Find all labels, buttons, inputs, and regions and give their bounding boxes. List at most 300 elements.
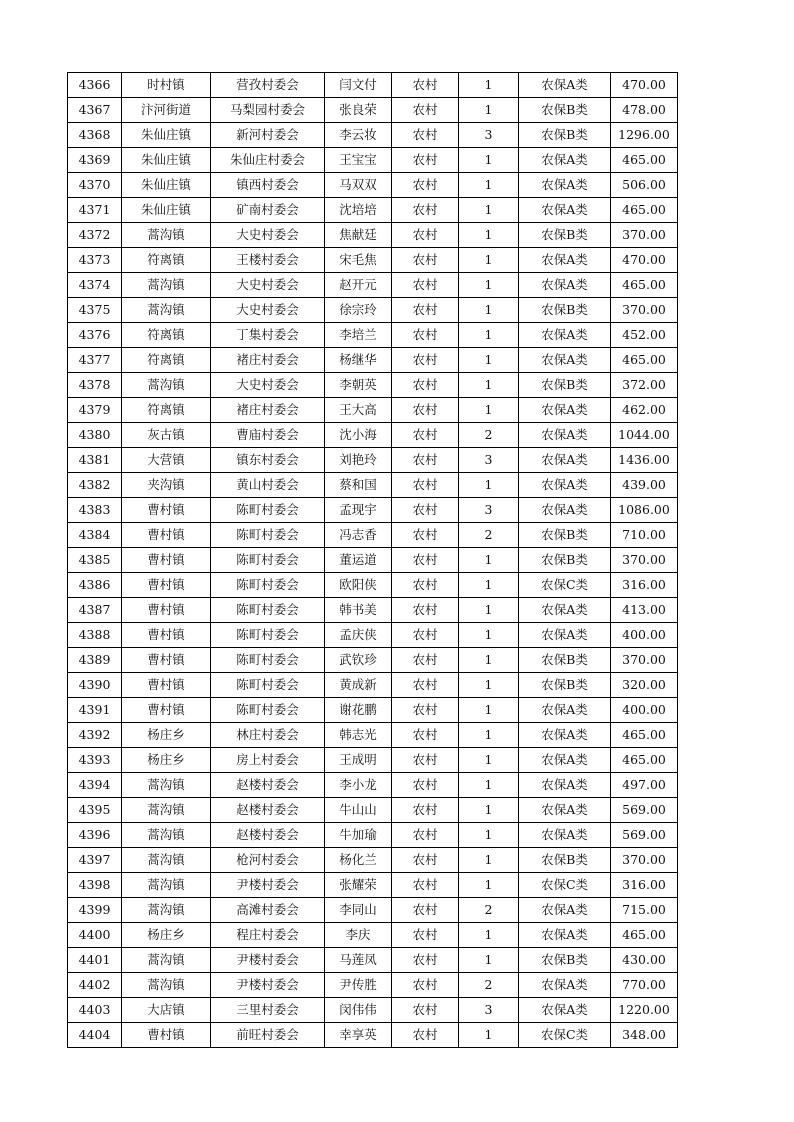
village-committee-cell: 黄山村委会 [211,473,325,498]
town-cell: 符离镇 [122,323,211,348]
town-cell: 蒿沟镇 [122,898,211,923]
record-id-cell: 4389 [68,648,122,673]
residence-type-cell: 农村 [392,498,459,523]
residence-type-cell: 农村 [392,998,459,1023]
town-cell: 杨庄乡 [122,748,211,773]
table-row [68,998,678,1023]
insurance-category-cell: 农保A类 [519,348,611,373]
amount-cell: 569.00 [611,823,678,848]
residence-type-cell: 农村 [392,923,459,948]
town-cell: 曹村镇 [122,573,211,598]
record-id-cell: 4375 [68,298,122,323]
town-cell: 蒿沟镇 [122,848,211,873]
town-cell: 大店镇 [122,998,211,1023]
record-id-cell: 4380 [68,423,122,448]
residence-type-cell: 农村 [392,373,459,398]
household-count-cell: 3 [459,998,519,1023]
amount-cell: 715.00 [611,898,678,923]
person-name-cell: 闫文付 [325,73,392,98]
record-id-cell: 4402 [68,973,122,998]
village-committee-cell: 陈町村委会 [211,523,325,548]
insurance-category-cell: 农保B类 [519,223,611,248]
insurance-category-cell: 农保A类 [519,973,611,998]
town-cell: 蒿沟镇 [122,273,211,298]
record-id-cell: 4404 [68,1023,122,1048]
table-row [68,523,678,548]
residence-type-cell: 农村 [392,873,459,898]
household-count-cell: 2 [459,523,519,548]
household-count-cell: 1 [459,98,519,123]
residence-type-cell: 农村 [392,173,459,198]
record-id-cell: 4368 [68,123,122,148]
person-name-cell: 李培兰 [325,323,392,348]
person-name-cell: 韩书美 [325,598,392,623]
town-cell: 曹村镇 [122,623,211,648]
insurance-category-cell: 农保B类 [519,98,611,123]
town-cell: 蒿沟镇 [122,223,211,248]
person-name-cell: 李朝英 [325,373,392,398]
amount-cell: 370.00 [611,648,678,673]
amount-cell: 465.00 [611,348,678,373]
household-count-cell: 1 [459,598,519,623]
amount-cell: 370.00 [611,298,678,323]
amount-cell: 370.00 [611,223,678,248]
record-id-cell: 4393 [68,748,122,773]
village-committee-cell: 大史村委会 [211,273,325,298]
household-count-cell: 1 [459,373,519,398]
insurance-category-cell: 农保A类 [519,173,611,198]
table-row [68,948,678,973]
table-row [68,473,678,498]
table-row [68,973,678,998]
table-row [68,248,678,273]
town-cell: 蒿沟镇 [122,373,211,398]
residence-type-cell: 农村 [392,648,459,673]
record-id-cell: 4369 [68,148,122,173]
household-count-cell: 1 [459,73,519,98]
insurance-category-cell: 农保A类 [519,448,611,473]
insurance-category-cell: 农保A类 [519,748,611,773]
table-row [68,223,678,248]
table-row [68,798,678,823]
table-row [68,923,678,948]
insurance-category-cell: 农保B类 [519,673,611,698]
village-committee-cell: 大史村委会 [211,373,325,398]
residence-type-cell: 农村 [392,123,459,148]
record-id-cell: 4381 [68,448,122,473]
table-row [68,148,678,173]
insurance-category-cell: 农保B类 [519,123,611,148]
table-row [68,373,678,398]
person-name-cell: 冯志香 [325,523,392,548]
record-id-cell: 4372 [68,223,122,248]
insurance-category-cell: 农保B类 [519,848,611,873]
town-cell: 蒿沟镇 [122,873,211,898]
town-cell: 符离镇 [122,348,211,373]
residence-type-cell: 农村 [392,973,459,998]
village-committee-cell: 程庄村委会 [211,923,325,948]
household-count-cell: 1 [459,698,519,723]
amount-cell: 400.00 [611,623,678,648]
residence-type-cell: 农村 [392,348,459,373]
household-count-cell: 1 [459,548,519,573]
residence-type-cell: 农村 [392,898,459,923]
table-row [68,498,678,523]
table-row [68,123,678,148]
town-cell: 朱仙庄镇 [122,198,211,223]
amount-cell: 430.00 [611,948,678,973]
amount-cell: 348.00 [611,1023,678,1048]
household-count-cell: 1 [459,298,519,323]
household-count-cell: 1 [459,673,519,698]
residence-type-cell: 农村 [392,773,459,798]
record-id-cell: 4397 [68,848,122,873]
person-name-cell: 王成明 [325,748,392,773]
person-name-cell: 李同山 [325,898,392,923]
person-name-cell: 宋毛焦 [325,248,392,273]
table-row [68,73,678,98]
town-cell: 曹村镇 [122,598,211,623]
household-count-cell: 1 [459,398,519,423]
household-count-cell: 3 [459,498,519,523]
amount-cell: 370.00 [611,848,678,873]
table-row [68,698,678,723]
household-count-cell: 1 [459,648,519,673]
residence-type-cell: 农村 [392,548,459,573]
person-name-cell: 董运道 [325,548,392,573]
village-committee-cell: 丁集村委会 [211,323,325,348]
table-row [68,323,678,348]
town-cell: 时村镇 [122,73,211,98]
insurance-category-cell: 农保A类 [519,73,611,98]
village-committee-cell: 赵楼村委会 [211,773,325,798]
table-row [68,548,678,573]
person-name-cell: 幸享英 [325,1023,392,1048]
residence-type-cell: 农村 [392,198,459,223]
table-row [68,748,678,773]
village-committee-cell: 镇东村委会 [211,448,325,473]
household-count-cell: 1 [459,823,519,848]
table-row [68,673,678,698]
person-name-cell: 马莲凤 [325,948,392,973]
person-name-cell: 闵伟伟 [325,998,392,1023]
town-cell: 曹村镇 [122,698,211,723]
amount-cell: 569.00 [611,798,678,823]
town-cell: 曹村镇 [122,548,211,573]
household-count-cell: 1 [459,723,519,748]
town-cell: 灰古镇 [122,423,211,448]
insurance-category-cell: 农保A类 [519,398,611,423]
residence-type-cell: 农村 [392,73,459,98]
person-name-cell: 张良荣 [325,98,392,123]
town-cell: 朱仙庄镇 [122,173,211,198]
household-count-cell: 1 [459,873,519,898]
insurance-category-cell: 农保A类 [519,898,611,923]
person-name-cell: 赵开元 [325,273,392,298]
insurance-category-cell: 农保C类 [519,1023,611,1048]
insurance-category-cell: 农保A类 [519,148,611,173]
town-cell: 曹村镇 [122,648,211,673]
amount-cell: 370.00 [611,548,678,573]
table-row [68,598,678,623]
table-row [68,648,678,673]
amount-cell: 452.00 [611,323,678,348]
household-count-cell: 1 [459,623,519,648]
table-row [68,348,678,373]
town-cell: 朱仙庄镇 [122,148,211,173]
person-name-cell: 谢花鹏 [325,698,392,723]
amount-cell: 470.00 [611,73,678,98]
person-name-cell: 孟庆侠 [325,623,392,648]
town-cell: 曹村镇 [122,1023,211,1048]
town-cell: 符离镇 [122,248,211,273]
amount-cell: 770.00 [611,973,678,998]
amount-cell: 465.00 [611,198,678,223]
insurance-category-cell: 农保A类 [519,698,611,723]
amount-cell: 465.00 [611,273,678,298]
table-row [68,98,678,123]
town-cell: 蒿沟镇 [122,773,211,798]
insurance-category-cell: 农保A类 [519,248,611,273]
insurance-category-cell: 农保A类 [519,273,611,298]
insurance-category-cell: 农保B类 [519,523,611,548]
insurance-category-cell: 农保A类 [519,623,611,648]
table-row [68,573,678,598]
village-committee-cell: 褚庄村委会 [211,398,325,423]
record-id-cell: 4377 [68,348,122,373]
residence-type-cell: 农村 [392,723,459,748]
household-count-cell: 1 [459,198,519,223]
table-row [68,298,678,323]
insurance-category-cell: 农保B类 [519,548,611,573]
residence-type-cell: 农村 [392,273,459,298]
amount-cell: 439.00 [611,473,678,498]
record-id-cell: 4391 [68,698,122,723]
residence-type-cell: 农村 [392,798,459,823]
town-cell: 蒿沟镇 [122,798,211,823]
village-committee-cell: 枪河村委会 [211,848,325,873]
person-name-cell: 蔡和国 [325,473,392,498]
town-cell: 蒿沟镇 [122,298,211,323]
amount-cell: 316.00 [611,573,678,598]
insurance-category-cell: 农保A类 [519,323,611,348]
household-count-cell: 1 [459,798,519,823]
person-name-cell: 杨继华 [325,348,392,373]
table-row [68,173,678,198]
village-committee-cell: 陈町村委会 [211,548,325,573]
insurance-category-cell: 农保A类 [519,498,611,523]
record-id-cell: 4390 [68,673,122,698]
person-name-cell: 王大高 [325,398,392,423]
amount-cell: 1220.00 [611,998,678,1023]
residence-type-cell: 农村 [392,398,459,423]
residence-type-cell: 农村 [392,423,459,448]
household-count-cell: 2 [459,973,519,998]
residence-type-cell: 农村 [392,473,459,498]
village-committee-cell: 马梨园村委会 [211,98,325,123]
person-name-cell: 焦献廷 [325,223,392,248]
household-count-cell: 3 [459,123,519,148]
household-count-cell: 1 [459,273,519,298]
person-name-cell: 沈培培 [325,198,392,223]
amount-cell: 400.00 [611,698,678,723]
amount-cell: 413.00 [611,598,678,623]
amount-cell: 470.00 [611,248,678,273]
amount-cell: 1086.00 [611,498,678,523]
table-body [68,73,678,1048]
amount-cell: 1044.00 [611,423,678,448]
record-id-cell: 4371 [68,198,122,223]
record-id-cell: 4382 [68,473,122,498]
record-id-cell: 4403 [68,998,122,1023]
town-cell: 汴河街道 [122,98,211,123]
table-row [68,823,678,848]
household-count-cell: 2 [459,423,519,448]
table-row [68,898,678,923]
person-name-cell: 武钦珍 [325,648,392,673]
village-committee-cell: 陈町村委会 [211,498,325,523]
amount-cell: 506.00 [611,173,678,198]
village-committee-cell: 陈町村委会 [211,648,325,673]
record-id-cell: 4396 [68,823,122,848]
household-count-cell: 3 [459,448,519,473]
village-committee-cell: 大史村委会 [211,298,325,323]
amount-cell: 465.00 [611,148,678,173]
village-committee-cell: 营孜村委会 [211,73,325,98]
insurance-category-cell: 农保A类 [519,998,611,1023]
table-row [68,848,678,873]
household-count-cell: 1 [459,948,519,973]
amount-cell: 465.00 [611,923,678,948]
record-id-cell: 4394 [68,773,122,798]
village-committee-cell: 镇西村委会 [211,173,325,198]
household-count-cell: 1 [459,848,519,873]
record-id-cell: 4370 [68,173,122,198]
village-committee-cell: 大史村委会 [211,223,325,248]
household-count-cell: 1 [459,748,519,773]
residence-type-cell: 农村 [392,573,459,598]
record-id-cell: 4398 [68,873,122,898]
amount-cell: 497.00 [611,773,678,798]
household-count-cell: 1 [459,148,519,173]
amount-cell: 372.00 [611,373,678,398]
village-committee-cell: 尹楼村委会 [211,973,325,998]
person-name-cell: 李云妆 [325,123,392,148]
insurance-category-cell: 农保A类 [519,598,611,623]
residence-type-cell: 农村 [392,598,459,623]
village-committee-cell: 陈町村委会 [211,698,325,723]
village-committee-cell: 高滩村委会 [211,898,325,923]
village-committee-cell: 陈町村委会 [211,673,325,698]
person-name-cell: 韩志光 [325,723,392,748]
table-row [68,723,678,748]
village-committee-cell: 林庄村委会 [211,723,325,748]
household-count-cell: 1 [459,223,519,248]
insurance-category-cell: 农保A类 [519,723,611,748]
household-count-cell: 1 [459,473,519,498]
household-count-cell: 1 [459,773,519,798]
residence-type-cell: 农村 [392,298,459,323]
amount-cell: 710.00 [611,523,678,548]
person-name-cell: 欧阳侠 [325,573,392,598]
insurance-category-cell: 农保A类 [519,198,611,223]
person-name-cell: 黄成新 [325,673,392,698]
record-id-cell: 4373 [68,248,122,273]
town-cell: 曹村镇 [122,523,211,548]
household-count-cell: 1 [459,348,519,373]
amount-cell: 316.00 [611,873,678,898]
insurance-category-cell: 农保B类 [519,948,611,973]
person-name-cell: 王宝宝 [325,148,392,173]
table-row [68,398,678,423]
table-row [68,623,678,648]
record-id-cell: 4374 [68,273,122,298]
village-committee-cell: 赵楼村委会 [211,798,325,823]
table-row [68,873,678,898]
household-count-cell: 1 [459,173,519,198]
table-row [68,448,678,473]
record-id-cell: 4400 [68,923,122,948]
town-cell: 蒿沟镇 [122,948,211,973]
record-id-cell: 4379 [68,398,122,423]
record-id-cell: 4367 [68,98,122,123]
village-committee-cell: 三里村委会 [211,998,325,1023]
village-committee-cell: 尹楼村委会 [211,948,325,973]
insurance-category-cell: 农保A类 [519,798,611,823]
table-row [68,273,678,298]
residence-type-cell: 农村 [392,248,459,273]
village-committee-cell: 王楼村委会 [211,248,325,273]
household-count-cell: 1 [459,248,519,273]
town-cell: 曹村镇 [122,673,211,698]
village-committee-cell: 陈町村委会 [211,623,325,648]
village-committee-cell: 尹楼村委会 [211,873,325,898]
residence-type-cell: 农村 [392,98,459,123]
person-name-cell: 徐宗玲 [325,298,392,323]
insurance-category-cell: 农保A类 [519,473,611,498]
person-name-cell: 李庆 [325,923,392,948]
amount-cell: 465.00 [611,748,678,773]
village-committee-cell: 朱仙庄村委会 [211,148,325,173]
amount-cell: 465.00 [611,723,678,748]
town-cell: 符离镇 [122,398,211,423]
record-id-cell: 4399 [68,898,122,923]
table-row [68,198,678,223]
village-committee-cell: 矿南村委会 [211,198,325,223]
person-name-cell: 尹传胜 [325,973,392,998]
record-id-cell: 4401 [68,948,122,973]
town-cell: 杨庄乡 [122,923,211,948]
person-name-cell: 刘艳玲 [325,448,392,473]
person-name-cell: 沈小海 [325,423,392,448]
table-row [68,773,678,798]
person-name-cell: 马双双 [325,173,392,198]
person-name-cell: 牛加瑜 [325,823,392,848]
residence-type-cell: 农村 [392,1023,459,1048]
residence-type-cell: 农村 [392,523,459,548]
household-count-cell: 1 [459,573,519,598]
insurance-category-cell: 农保C类 [519,573,611,598]
person-name-cell: 李小龙 [325,773,392,798]
insurance-category-cell: 农保A类 [519,423,611,448]
record-id-cell: 4384 [68,523,122,548]
town-cell: 蒿沟镇 [122,823,211,848]
residence-type-cell: 农村 [392,673,459,698]
village-committee-cell: 曹庙村委会 [211,423,325,448]
residence-type-cell: 农村 [392,448,459,473]
amount-cell: 1436.00 [611,448,678,473]
village-committee-cell: 新河村委会 [211,123,325,148]
